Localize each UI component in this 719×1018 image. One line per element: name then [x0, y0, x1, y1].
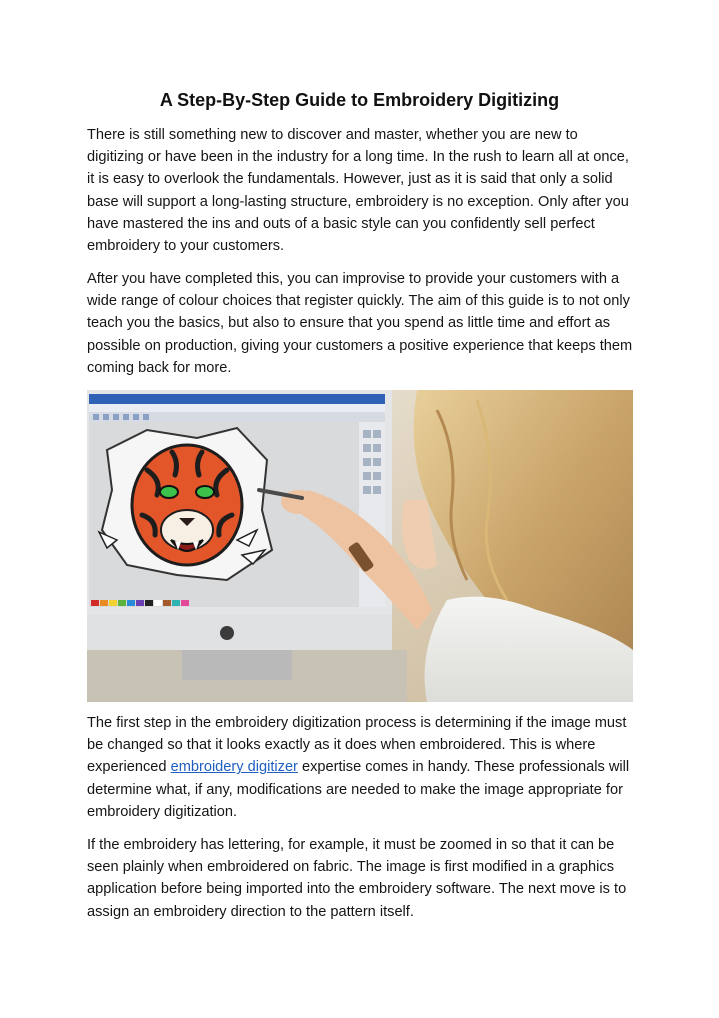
paragraph-first-step	[87, 712, 635, 823]
paragraph-lettering: If the embroidery has lettering, for example, it must be zoomed in so that it can be seen plainly when embroidered on fabric. The image is first modified in a graphics application before being imported into the embroidery software. The next move is to assign an embroidery direction to the pattern itself.	[87, 837, 627, 920]
embroidery-digitizer-link[interactable]: embroidery digitizer	[170, 759, 298, 776]
paragraph-first-step-after-link: expertise comes in handy. These professionals will determine what, if any, modifications are needed to make the image appropriate for embroidery digitization.	[87, 759, 630, 820]
paragraph-intro: There is still something new to discover and master, whether you are new to digitizing or have been in the industry for a long time. In the rush to learn all at once, it is easy to overlook the fundamentals. However, just as it is said that only a solid base will support a long-lasting structure, embroidery is no exception. Only after you have mastered the ins and outs of a basic style can you confidently sell perfect embroidery to your customers.	[87, 127, 629, 255]
paragraph-first-step-before-link: The first step in the embroidery digitization process is determining if the image must be changed so that it looks exactly as it does when embroidered. This is where experienced	[87, 715, 627, 776]
paragraph-improvise: After you have completed this, you can improvise to provide your customers with a wide range of colour choices that register quickly. The aim of this guide is to not only teach you the basics, but also to ensure that you spend as little time and effort as possible on production, giving your customers a positive experience that keeps them coming back for more.	[87, 271, 633, 376]
digitizing-photo	[87, 390, 633, 702]
page-title: A Step-By-Step Guide to Embroidery Digitizing	[159, 90, 560, 110]
